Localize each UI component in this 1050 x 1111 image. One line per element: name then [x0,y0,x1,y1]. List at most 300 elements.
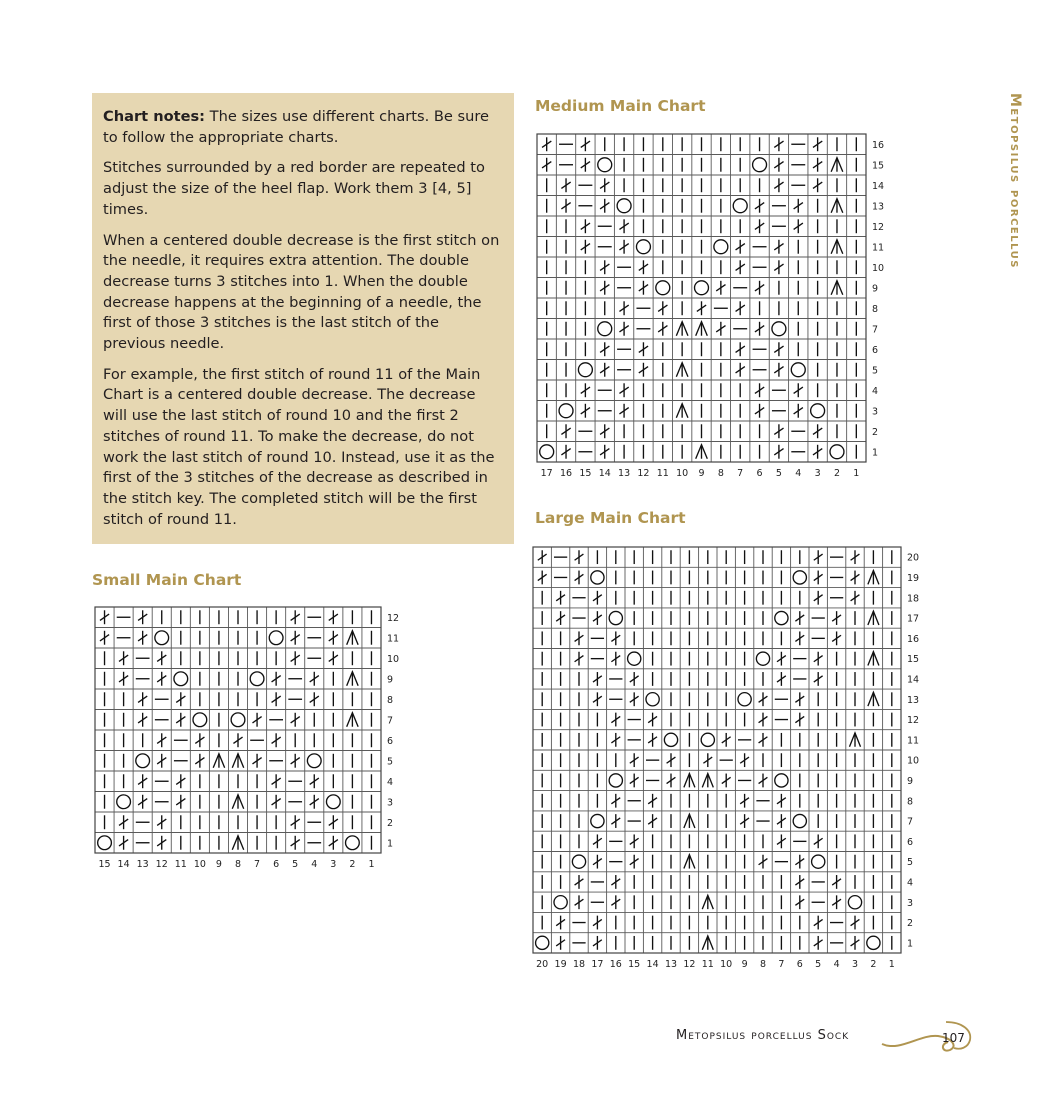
row-number: 13 [872,201,885,213]
row-number: 6 [907,836,914,848]
column-number: 16 [609,959,622,970]
stitch-twisted-stitch [593,834,602,848]
stitch-yarn-over [695,281,709,295]
stitch-yarn-over [775,774,788,787]
stitch-twisted-stitch [740,794,749,808]
stitch-twisted-stitch [814,672,823,686]
row-number: 16 [907,633,920,645]
stitch-twisted-stitch [716,281,725,295]
column-number: 14 [117,859,130,870]
stitch-twisted-stitch [813,158,822,172]
stitch-yarn-over [572,855,585,868]
column-number: 7 [254,859,261,870]
notes-p1-text: The sizes use different charts. Be sure to follow the appropriate charts. [103,108,490,146]
stitch-twisted-stitch [832,895,841,909]
stitch-twisted-stitch [777,672,786,686]
stitch-twisted-stitch [851,916,860,930]
stitch-twisted-stitch [291,631,300,645]
stitch-twisted-stitch [774,342,783,356]
stitch-twisted-stitch [774,137,783,151]
stitch-centered-double-decrease [347,713,358,727]
stitch-twisted-stitch [272,672,281,686]
stitch-twisted-stitch [556,611,565,625]
stitch-twisted-stitch [648,713,657,727]
stitch-twisted-stitch [575,571,584,585]
column-number: 11 [701,959,714,970]
stitch-twisted-stitch [814,652,823,666]
stitch-yarn-over [646,693,659,706]
row-number: 15 [907,654,920,666]
stitch-centered-double-decrease [831,199,843,213]
column-number: 8 [717,468,724,479]
stitch-twisted-stitch [611,794,620,808]
stitch-yarn-over [307,754,321,768]
stitch-twisted-stitch [774,158,783,172]
stitch-twisted-stitch [794,383,803,397]
stitch-twisted-stitch [272,692,281,706]
column-number: 7 [737,468,744,479]
row-number: 11 [907,735,920,747]
notes-paragraph-2: Stitches surrounded by a red border are repeated to adjust the size of the heel flap. Work them 3 [4, 5] times. [103,159,485,218]
stitch-twisted-stitch [832,875,841,889]
column-number: 5 [815,959,822,970]
row-number: 8 [872,303,879,315]
stitch-twisted-stitch [619,219,628,233]
stitch-twisted-stitch [329,610,338,624]
row-number: 19 [907,572,920,584]
row-number: 14 [872,180,885,192]
stitch-twisted-stitch [329,631,338,645]
stitch-twisted-stitch [794,404,803,418]
stitch-yarn-over [714,240,728,254]
stitch-twisted-stitch [100,610,109,624]
stitch-twisted-stitch [291,754,300,768]
stitch-twisted-stitch [581,219,590,233]
stitch-centered-double-decrease [831,281,843,295]
stitch-twisted-stitch [630,774,639,788]
stitch-twisted-stitch [575,550,584,564]
stitch-twisted-stitch [329,836,338,850]
large-main-chart [533,547,941,975]
stitch-twisted-stitch [648,733,657,747]
stitch-twisted-stitch [630,692,639,706]
stitch-yarn-over [136,754,150,768]
row-number: 3 [872,406,879,418]
stitch-twisted-stitch [814,834,823,848]
stitch-yarn-over [738,693,751,706]
stitch-yarn-over [628,652,641,665]
stitch-twisted-stitch [611,631,620,645]
medium-chart-title: Medium Main Chart [535,97,706,115]
stitch-twisted-stitch [575,875,584,889]
stitch-twisted-stitch [310,774,319,788]
stitch-yarn-over [636,240,650,254]
stitch-twisted-stitch [176,692,185,706]
stitch-twisted-stitch [736,301,745,315]
stitch-twisted-stitch [851,936,860,950]
stitch-twisted-stitch [272,733,281,747]
stitch-twisted-stitch [593,855,602,869]
column-number: 19 [554,959,567,970]
side-title-text: Metopsilus porcellus [1007,93,1023,269]
stitch-twisted-stitch [593,591,602,605]
stitch-twisted-stitch [119,836,128,850]
stitch-twisted-stitch [561,178,570,192]
stitch-yarn-over [250,672,264,686]
stitch-twisted-stitch [138,610,147,624]
row-number: 5 [907,857,914,869]
column-number: 13 [618,468,631,479]
stitch-twisted-stitch [329,651,338,665]
stitch-twisted-stitch [777,834,786,848]
column-number: 8 [234,859,242,870]
column-number: 17 [540,468,553,479]
stitch-twisted-stitch [759,713,768,727]
stitch-twisted-stitch [736,240,745,254]
row-number: 14 [907,674,920,686]
row-number: 10 [387,653,400,665]
stitch-twisted-stitch [538,571,547,585]
stitch-twisted-stitch [755,219,764,233]
stitch-twisted-stitch [600,424,609,438]
stitch-centered-double-decrease [676,322,688,336]
stitch-twisted-stitch [195,733,204,747]
stitch-twisted-stitch [310,795,319,809]
stitch-centered-double-decrease [696,322,708,336]
row-number: 13 [907,694,920,706]
stitch-centered-double-decrease [696,445,708,459]
stitch-twisted-stitch [630,855,639,869]
stitch-twisted-stitch [575,895,584,909]
column-number: 17 [591,959,604,970]
stitch-centered-double-decrease [831,158,843,172]
stitch-twisted-stitch [639,363,648,377]
stitch-centered-double-decrease [232,795,243,809]
stitch-twisted-stitch [630,672,639,686]
row-number: 12 [872,221,885,233]
stitch-twisted-stitch [774,363,783,377]
row-number: 4 [872,385,879,397]
small-chart-title: Small Main Chart [92,571,242,589]
column-number: 15 [98,859,111,870]
stitch-yarn-over [598,322,612,336]
column-number: 11 [174,859,187,870]
stitch-twisted-stitch [722,774,731,788]
stitch-yarn-over [231,713,245,727]
stitch-twisted-stitch [813,445,822,459]
stitch-twisted-stitch [195,754,204,768]
row-number: 9 [872,283,879,295]
page-number: 107 [942,1031,965,1045]
notes-paragraph-1 [103,107,503,148]
stitch-twisted-stitch [272,795,281,809]
column-number: 6 [273,859,280,870]
row-number: 8 [907,796,914,808]
stitch-twisted-stitch [252,713,261,727]
column-number: 18 [572,959,586,970]
stitch-yarn-over [753,158,767,172]
stitch-centered-double-decrease [347,672,358,686]
stitch-yarn-over [536,936,549,949]
column-number: 11 [656,468,669,479]
row-number: 1 [872,447,879,459]
stitch-twisted-stitch [755,281,764,295]
stitch-twisted-stitch [777,794,786,808]
stitch-yarn-over [578,363,592,377]
row-number: 5 [872,365,879,377]
stitch-twisted-stitch [736,342,745,356]
column-number: 6 [756,468,763,479]
stitch-twisted-stitch [138,692,147,706]
row-number: 17 [907,613,920,625]
stitch-twisted-stitch [538,550,547,564]
stitch-twisted-stitch [740,814,749,828]
stitch-twisted-stitch [593,692,602,706]
column-number: 9 [215,859,222,870]
stitch-centered-double-decrease [676,404,688,418]
stitch-twisted-stitch [813,178,822,192]
stitch-centered-double-decrease [684,774,695,788]
stitch-twisted-stitch [658,322,667,336]
footer-title: Metopsilus porcellus Sock [676,1028,850,1043]
stitch-twisted-stitch [832,611,841,625]
stitch-yarn-over [772,322,786,336]
stitch-twisted-stitch [310,672,319,686]
stitch-twisted-stitch [329,815,338,829]
stitch-twisted-stitch [736,260,745,274]
stitch-twisted-stitch [593,916,602,930]
stitch-centered-double-decrease [831,240,843,254]
column-number: 14 [646,959,659,970]
stitch-twisted-stitch [291,713,300,727]
column-number: 5 [292,859,299,870]
stitch-twisted-stitch [639,260,648,274]
stitch-centered-double-decrease [868,652,879,666]
stitch-twisted-stitch [777,652,786,666]
column-number: 2 [870,959,877,970]
row-number: 18 [907,593,920,605]
stitch-twisted-stitch [611,733,620,747]
column-number: 15 [579,468,592,479]
stitch-twisted-stitch [581,137,590,151]
stitch-twisted-stitch [119,651,128,665]
stitch-twisted-stitch [813,137,822,151]
stitch-twisted-stitch [832,631,841,645]
column-number: 20 [536,959,549,970]
stitch-yarn-over [98,836,112,850]
stitch-yarn-over [811,404,825,418]
row-number: 6 [387,735,394,747]
stitch-twisted-stitch [157,836,166,850]
stitch-twisted-stitch [648,794,657,808]
stitch-twisted-stitch [740,753,749,767]
stitch-twisted-stitch [176,795,185,809]
column-number: 8 [759,959,767,970]
stitch-twisted-stitch [600,363,609,377]
stitch-yarn-over [793,571,806,584]
stitch-twisted-stitch [851,571,860,585]
row-number: 10 [872,262,885,274]
column-number: 10 [720,959,733,970]
stitch-twisted-stitch [600,445,609,459]
stitch-twisted-stitch [593,672,602,686]
row-number: 12 [387,612,400,624]
stitch-twisted-stitch [575,652,584,666]
stitch-twisted-stitch [611,652,620,666]
notes-paragraph-3: When a centered double decrease is the first stitch on the needle, it requires extra attention. The double decrease turns 3 stitches into 1. When the double decrease happens at the beginning of a needle, the first of those 3 stitches is the last stitch of the previous needle. [103,231,500,353]
stitch-twisted-stitch [600,178,609,192]
stitch-twisted-stitch [658,301,667,315]
stitch-twisted-stitch [556,591,565,605]
stitch-twisted-stitch [639,342,648,356]
stitch-twisted-stitch [813,424,822,438]
row-number: 10 [907,755,920,767]
stitch-twisted-stitch [233,733,242,747]
stitch-twisted-stitch [176,713,185,727]
stitch-twisted-stitch [755,322,764,336]
notes-heading: Chart notes: [103,108,206,125]
row-number: 20 [907,552,920,564]
column-number: 3 [851,959,859,970]
column-number: 3 [814,468,821,479]
medium-main-chart [537,134,906,484]
stitch-twisted-stitch [851,550,860,564]
stitch-yarn-over [664,733,677,746]
column-number: 13 [664,959,678,970]
stitch-twisted-stitch [611,895,620,909]
stitch-twisted-stitch [774,178,783,192]
row-number: 3 [387,797,394,809]
stitch-twisted-stitch [814,936,823,950]
column-number: 4 [311,859,318,870]
notes-paragraph-4: For example, the first stitch of round 11 of the Main Chart is a centered double decrease. The decrease will use the last stitch of round 10 and the first 2 stitches of round 11. To make the decrease, do not work the last stitch of round 10. Instead, use it as the first of the 3 stitches of the decrease as described in the stitch key. The completed stitch will be the first stitch of round 11. [103,365,495,528]
stitch-yarn-over [346,836,360,850]
row-number: 9 [387,674,394,686]
stitch-twisted-stitch [542,137,551,151]
stitch-twisted-stitch [814,591,823,605]
column-number: 4 [795,468,802,479]
stitch-yarn-over [326,795,340,809]
stitch-twisted-stitch [630,753,639,767]
stitch-yarn-over [830,445,844,459]
stitch-centered-double-decrease [676,363,688,377]
stitch-twisted-stitch [176,774,185,788]
column-number: 13 [136,859,149,870]
stitch-twisted-stitch [619,383,628,397]
stitch-twisted-stitch [795,611,804,625]
row-number: 11 [872,242,885,254]
stitch-twisted-stitch [774,445,783,459]
column-number: 2 [349,859,356,870]
row-number: 4 [907,877,914,889]
stitch-centered-double-decrease [702,895,713,909]
stitch-centered-double-decrease [232,754,243,768]
stitch-yarn-over [609,774,622,787]
stitch-twisted-stitch [157,754,166,768]
stitch-centered-double-decrease [213,754,224,768]
stitch-twisted-stitch [600,281,609,295]
row-number: 7 [387,715,394,727]
chart-notes-box [92,93,514,544]
stitch-twisted-stitch [291,610,300,624]
stitch-yarn-over [656,281,670,295]
stitch-twisted-stitch [814,916,823,930]
stitch-yarn-over [609,611,622,624]
stitch-twisted-stitch [795,875,804,889]
column-number: 15 [628,959,641,970]
stitch-twisted-stitch [593,611,602,625]
column-number: 16 [559,468,573,479]
stitch-yarn-over [591,814,604,827]
stitch-twisted-stitch [561,445,570,459]
stitch-yarn-over [269,631,283,645]
column-number: 3 [330,859,337,870]
row-number: 11 [387,633,400,645]
stitch-yarn-over [155,631,169,645]
row-number: 2 [387,817,394,829]
stitch-twisted-stitch [795,692,804,706]
stitch-centered-double-decrease [868,571,879,585]
stitch-centered-double-decrease [702,774,713,788]
stitch-yarn-over [540,445,554,459]
stitch-twisted-stitch [759,774,768,788]
stitch-centered-double-decrease [849,733,860,747]
column-number: 14 [598,468,611,479]
stitch-twisted-stitch [630,834,639,848]
stitch-twisted-stitch [755,383,764,397]
stitch-yarn-over [791,363,805,377]
row-number: 6 [872,344,879,356]
stitch-twisted-stitch [291,836,300,850]
stitch-twisted-stitch [575,631,584,645]
stitch-twisted-stitch [814,571,823,585]
stitch-twisted-stitch [759,855,768,869]
stitch-twisted-stitch [310,692,319,706]
column-number: 12 [637,468,650,479]
column-number: 1 [368,859,375,870]
stitch-twisted-stitch [138,631,147,645]
stitch-twisted-stitch [722,733,731,747]
stitch-twisted-stitch [795,713,804,727]
stitch-twisted-stitch [100,631,109,645]
column-number: 5 [775,468,782,479]
stitch-yarn-over [793,814,806,827]
stitch-yarn-over [867,936,880,949]
row-number: 2 [907,918,914,930]
stitch-twisted-stitch [157,733,166,747]
stitch-twisted-stitch [716,322,725,336]
row-number: 7 [872,324,879,336]
stitch-twisted-stitch [755,199,764,213]
stitch-twisted-stitch [794,219,803,233]
row-number: 7 [907,816,914,828]
stitch-twisted-stitch [600,199,609,213]
stitch-twisted-stitch [774,424,783,438]
stitch-twisted-stitch [157,815,166,829]
stitch-twisted-stitch [759,692,768,706]
stitch-twisted-stitch [851,591,860,605]
small-main-chart [95,607,421,875]
stitch-centered-double-decrease [702,936,713,950]
stitch-twisted-stitch [697,301,706,315]
stitch-yarn-over [117,795,131,809]
row-number: 3 [907,897,914,909]
stitch-twisted-stitch [600,342,609,356]
stitch-yarn-over [598,158,612,172]
stitch-twisted-stitch [581,240,590,254]
stitch-twisted-stitch [648,814,657,828]
stitch-centered-double-decrease [684,855,695,869]
